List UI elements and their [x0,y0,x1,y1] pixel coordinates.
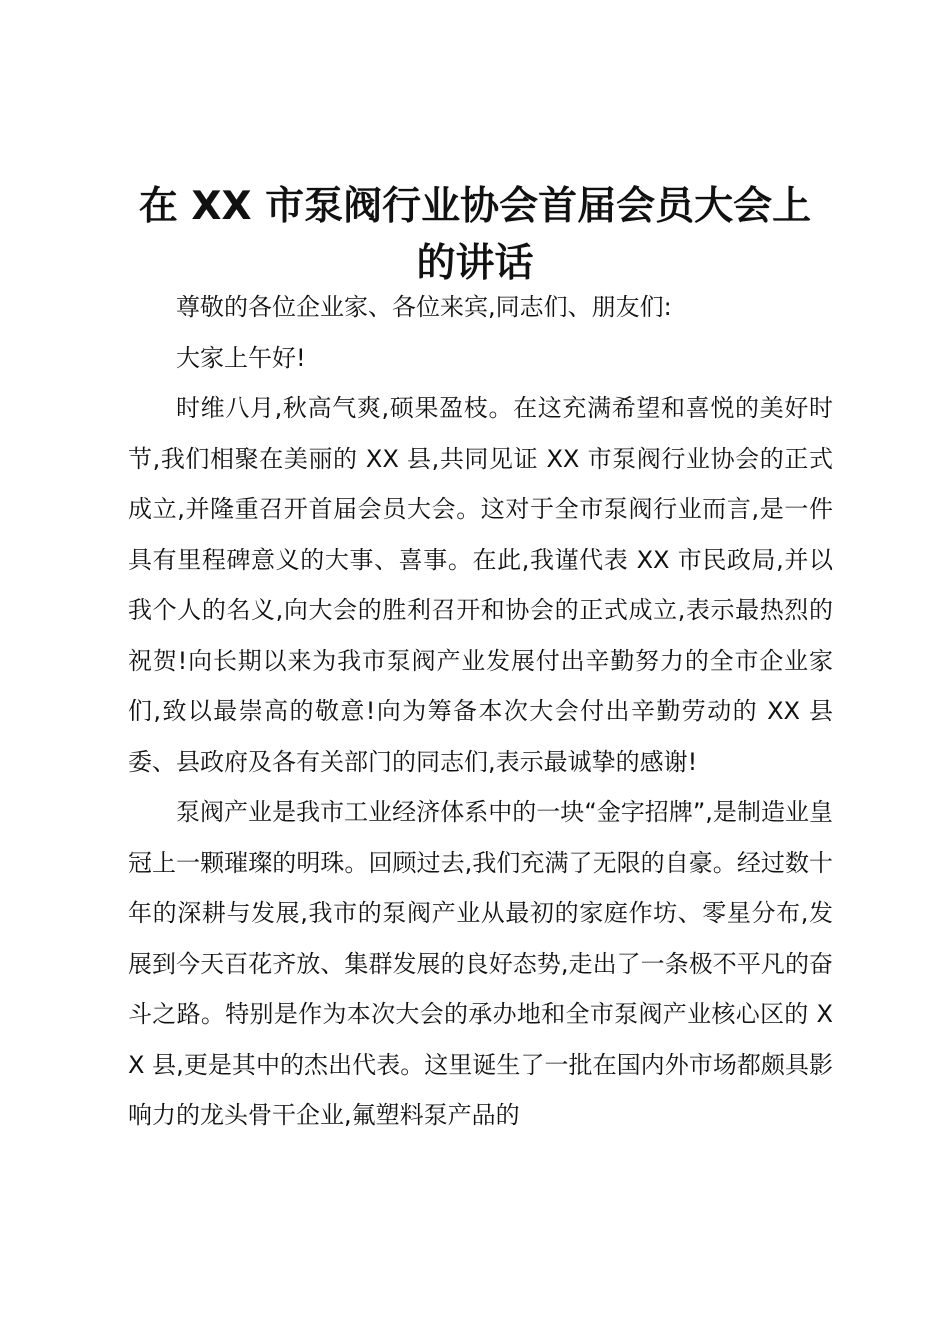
document-title [110,178,840,292]
title-line-1: 在 XX 市泵阀行业协会首届会员大会上 [138,184,812,229]
title-line-2: 的讲话 [416,241,534,286]
document-body [128,282,833,1141]
salutation-paragraph: 尊敬的各位企业家、各位来宾,同志们、朋友们: [176,293,672,321]
body-paragraph: 时维八月,秋高气爽,硕果盈枝。在这充满希望和喜悦的美好时节,我们相聚在美丽的 XX 县,共同见证 XX 市泵阀行业协会的正式成立,并隆重召开首届会员大会。这对于全市泵阀行业而言,是一件具有里程碑意义的大事、喜事。在此,我谨代表 XX 市民政局,并以我个人的名义,向大会的胜利召开和协会的正式成立,表示最热烈的祝贺!向长期以来为我市泵阀产业发展付出辛勤努力的全市企业家们,致以最崇高的敬意!向为筹备本次大会付出辛勤劳动的 XX 县委、县政府及各有关部门的同志们,表示最诚挚的感谢! [128,394,833,776]
greeting-paragraph: 大家上午好! [176,343,306,372]
body-paragraph: 泵阀产业是我市工业经济体系中的一块“金字招牌”,是制造业皇冠上一颗璀璨的明珠。回顾过去,我们充满了无限的自豪。经过数十年的深耕与发展,我市的泵阀产业从最初的家庭作坊、零星分布,发展到今天百花齐放、集群发展的良好态势,走出了一条极不平凡的奋斗之路。特别是作为本次大会的承办地和全市泵阀产业核心区的 XX 县,更是其中的杰出代表。这里诞生了一批在国内外市场都颇具影响力的龙头骨干企业,氟塑料泵产品的 [128,798,833,1129]
